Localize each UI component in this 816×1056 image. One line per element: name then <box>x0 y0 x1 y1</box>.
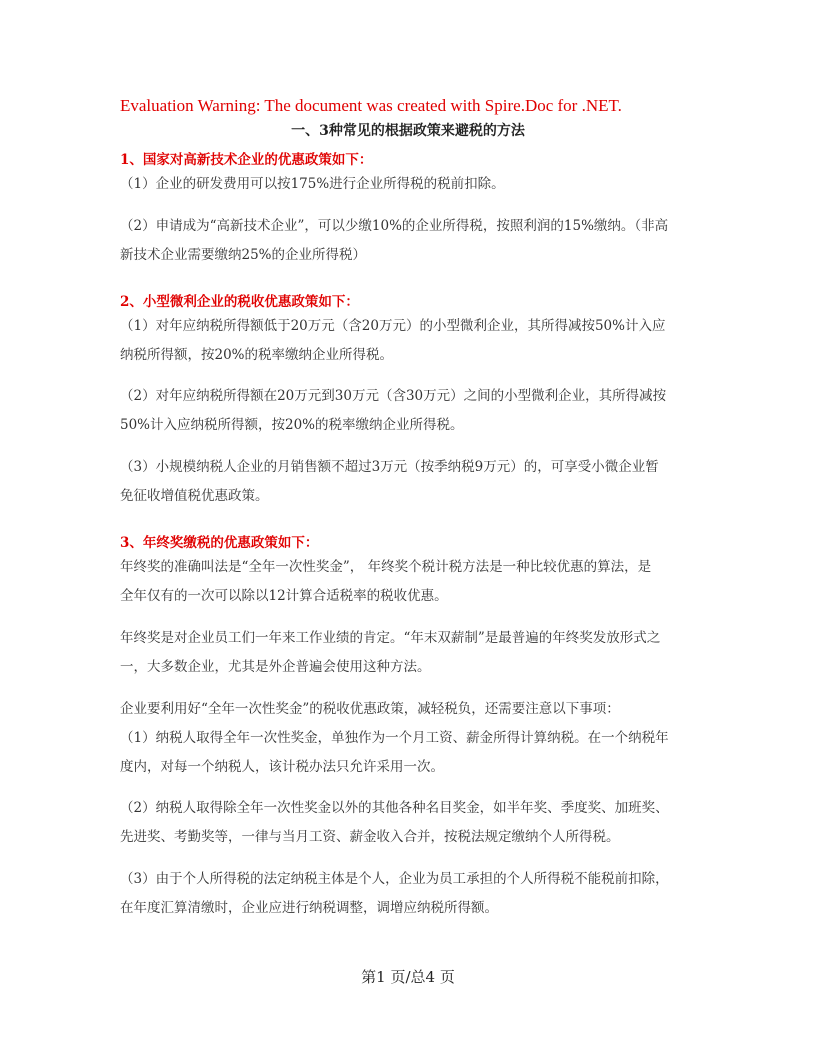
text-line: 全年仅有的一次可以除以12计算合适税率的税收优惠。 <box>120 588 448 604</box>
paragraph <box>120 553 700 611</box>
text-line: （3）小规模纳税人企业的月销售额不超过3万元（按季纳税9万元）的，可享受小微企业暂 <box>120 459 659 475</box>
section-heading: 3、年终奖缴税的优惠政策如下： <box>120 535 319 551</box>
text-line: 新技术企业需要缴纳25%的企业所得税） <box>120 247 367 263</box>
text-line: （1）企业的研发费用可以按175%进行企业所得税的税前扣除。 <box>120 176 505 192</box>
paragraph <box>120 695 700 782</box>
text-line: 度内，对每一个纳税人，该计税办法只允许采用一次。 <box>120 759 444 775</box>
paragraph <box>120 794 700 852</box>
text-line: 企业要利用好“全年一次性奖金”的税收优惠政策，减轻税负，还需要注意以下事项： <box>120 701 620 717</box>
text-line: （3）由于个人所得税的法定纳税主体是个人，企业为员工承担的个人所得税不能税前扣除， <box>120 871 669 887</box>
text-line: （1）对年应纳税所得额低于20万元（含20万元）的小型微利企业，其所得减按50%计入应 <box>120 318 666 334</box>
text-line: 先进奖、考勤奖等，一律与当月工资、薪金收入合并，按税法规定缴纳个人所得税。 <box>120 829 620 845</box>
section-heading: 1、国家对高新技术企业的优惠政策如下： <box>120 152 373 168</box>
paragraph <box>120 212 700 270</box>
page-footer: 第1 页/总4 页 <box>361 968 455 986</box>
paragraph <box>120 170 700 199</box>
text-line: （2）申请成为“高新技术企业”，可以少缴10%的企业所得税，按照利润的15%缴纳。（非高 <box>120 218 669 234</box>
document-title: 一、3种常见的根据政策来避税的方法 <box>291 123 525 139</box>
paragraph <box>120 312 700 370</box>
evaluation-warning: Evaluation Warning: The document was created with Spire.Doc for .NET. <box>120 96 622 115</box>
text-line: 在年度汇算清缴时，企业应进行纳税调整，调增应纳税所得额。 <box>120 900 498 916</box>
paragraph <box>120 865 700 923</box>
text-line: 纳税所得额，按20%的税率缴纳企业所得税。 <box>120 347 394 363</box>
text-line: （2）纳税人取得除全年一次性奖金以外的其他各种名目奖金，如半年奖、季度奖、加班奖、 <box>120 800 669 816</box>
paragraph <box>120 382 700 440</box>
paragraph <box>120 624 700 682</box>
paragraph <box>120 453 700 511</box>
text-line: 年终奖是对企业员工们一年来工作业绩的肯定。“年末双薪制”是最普遍的年终奖发放形式之 <box>120 630 661 646</box>
text-line: （2）对年应纳税所得额在20万元到30万元（含30万元）之间的小型微利企业，其所得减按 <box>120 388 667 404</box>
text-line: （1）纳税人取得全年一次性奖金，单独作为一个月工资、薪金所得计算纳税。在一个纳税年 <box>120 730 669 746</box>
text-line: 免征收增值税优惠政策。 <box>120 488 269 504</box>
text-line: 年终奖的准确叫法是“全年一次性奖金”， 年终奖个税计税方法是一种比较优惠的算法，是 <box>120 559 652 575</box>
text-line: 一，大多数企业，尤其是外企普遍会使用这种方法。 <box>120 659 431 675</box>
text-line: 50%计入应纳税所得额，按20%的税率缴纳企业所得税。 <box>120 417 464 433</box>
section-heading: 2、小型微利企业的税收优惠政策如下： <box>120 294 359 310</box>
